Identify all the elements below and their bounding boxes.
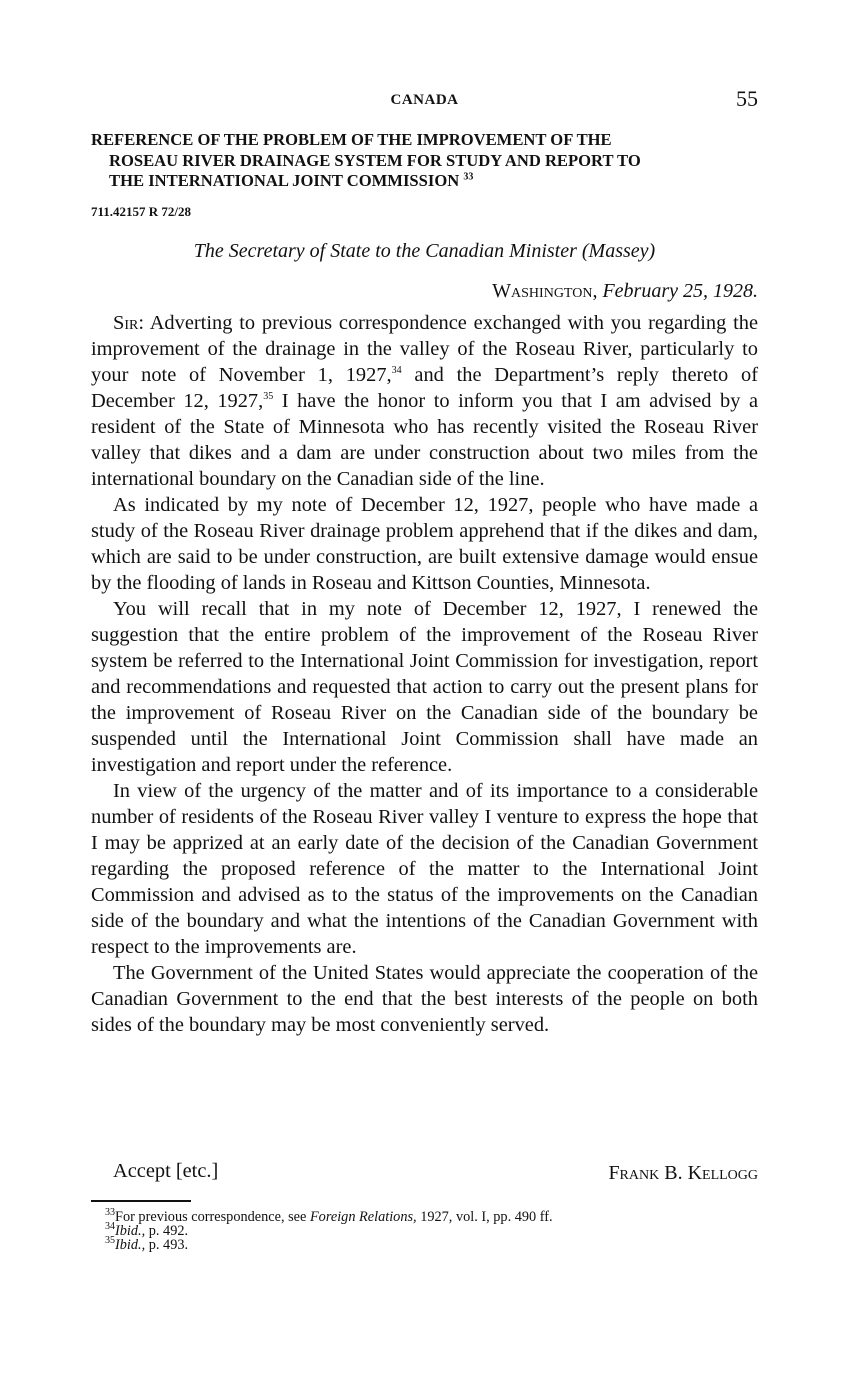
footnote-tail: p. 493. [145,1237,189,1253]
footnote-number: 34 [105,1221,115,1233]
salutation: Sir: [113,312,145,334]
dateline-date: February 25, 1928. [602,280,758,302]
title-line-3 [91,171,758,192]
paragraph-4: In view of the urgency of the matter and of its importance to a considerable number of residents of the Roseau River valley I venture to express the hope that I may be apprized at an early date of the decision of the Canadian Government regarding the proposed reference of the matter to the International Joint Commission and advised as to the status of the improvements on the Canadian side of the boundary and what the intentions of the Canadian Government with respect to the improvements are. [91,780,758,958]
letter-body [91,310,758,1038]
footnote-35 [105,1235,758,1253]
paragraph-1 [91,310,758,492]
page-header [91,86,758,116]
paragraph-1-part-a: Adverting to previous correspondence exchanged with you regarding the improvement of the drainage in the valley of the Roseau River, particularly to your note of November 1, 1927, [91,312,758,386]
file-number: 711.42157 R 72/28 [91,204,192,219]
footnote-tail: p. 492. [145,1223,189,1239]
footnotes [105,1207,758,1253]
footnote-divider [91,1200,191,1202]
footnote-italic: Ibid., [115,1223,146,1239]
dateline-place: Washington, [492,280,598,302]
footnote-number: 33 [105,1207,115,1219]
footnote-number: 35 [105,1235,115,1247]
title-line-2: ROSEAU RIVER DRAINAGE SYSTEM FOR STUDY AND REPORT TO [109,150,641,170]
title-line-1: REFERENCE OF THE PROBLEM OF THE IMPROVEMENT OF THE [91,130,612,149]
document-title [91,130,758,192]
paragraph-1-part-b: and the Department’s reply thereto of December 12, 1927, [91,364,758,412]
title-line-3-text: THE INTERNATIONAL JOINT COMMISSION [109,171,460,190]
running-head: CANADA [390,92,459,108]
footnote-33 [105,1207,758,1225]
footnote-text: For previous correspondence, see [115,1209,310,1225]
signer-name: Frank B. Kellogg [608,1162,758,1184]
page-number: 55 [736,86,758,111]
paragraph-2: As indicated by my note of December 12, 1927, people who have made a study of the Roseau River drainage problem apprehend that if the dikes and dam, which are said to be under construction, are built extensive damage would ensue by the flooding of lands in Roseau and Kittson Counties, Minnesota. [91,494,758,594]
footnote-ref-35: 35 [263,391,274,403]
footnote-ref-33: 33 [463,171,474,183]
footnote-italic: Ibid., [115,1237,146,1253]
footnote-tail: 1927, vol. I, pp. 490 ff. [416,1209,553,1225]
closing-accept: Accept [etc.] [113,1160,219,1182]
footnote-ref-34: 34 [391,365,402,377]
paragraph-1-part-c: I have the honor to inform you that I am advised by a resident of the State of Minnesota who has recently visited the Roseau River valley that dikes and a dam are under construction about two miles from the international boundary on the Canadian side of the line. [91,390,758,490]
addressing-line: The Secretary of State to the Canadian Minister (Massey) [193,240,656,262]
footnote-34 [105,1221,758,1239]
paragraph-5: The Government of the United States would appreciate the cooperation of the Canadian Government to the end that the best interests of the people on both sides of the boundary may be most conveniently served. [91,962,758,1036]
paragraph-3: You will recall that in my note of December 12, 1927, I renewed the suggestion that the entire problem of the improvement of the Roseau River system be referred to the International Joint Commission for investigation, report and recommendations and requested that action to carry out the present plans for the improvement of Roseau River on the Canadian side of the boundary be suspended until the International Joint Commission shall have made an investigation and report under the reference. [91,598,758,776]
dateline [492,280,758,303]
footnote-italic: Foreign Relations, [309,1209,417,1225]
closing [91,1160,758,1190]
